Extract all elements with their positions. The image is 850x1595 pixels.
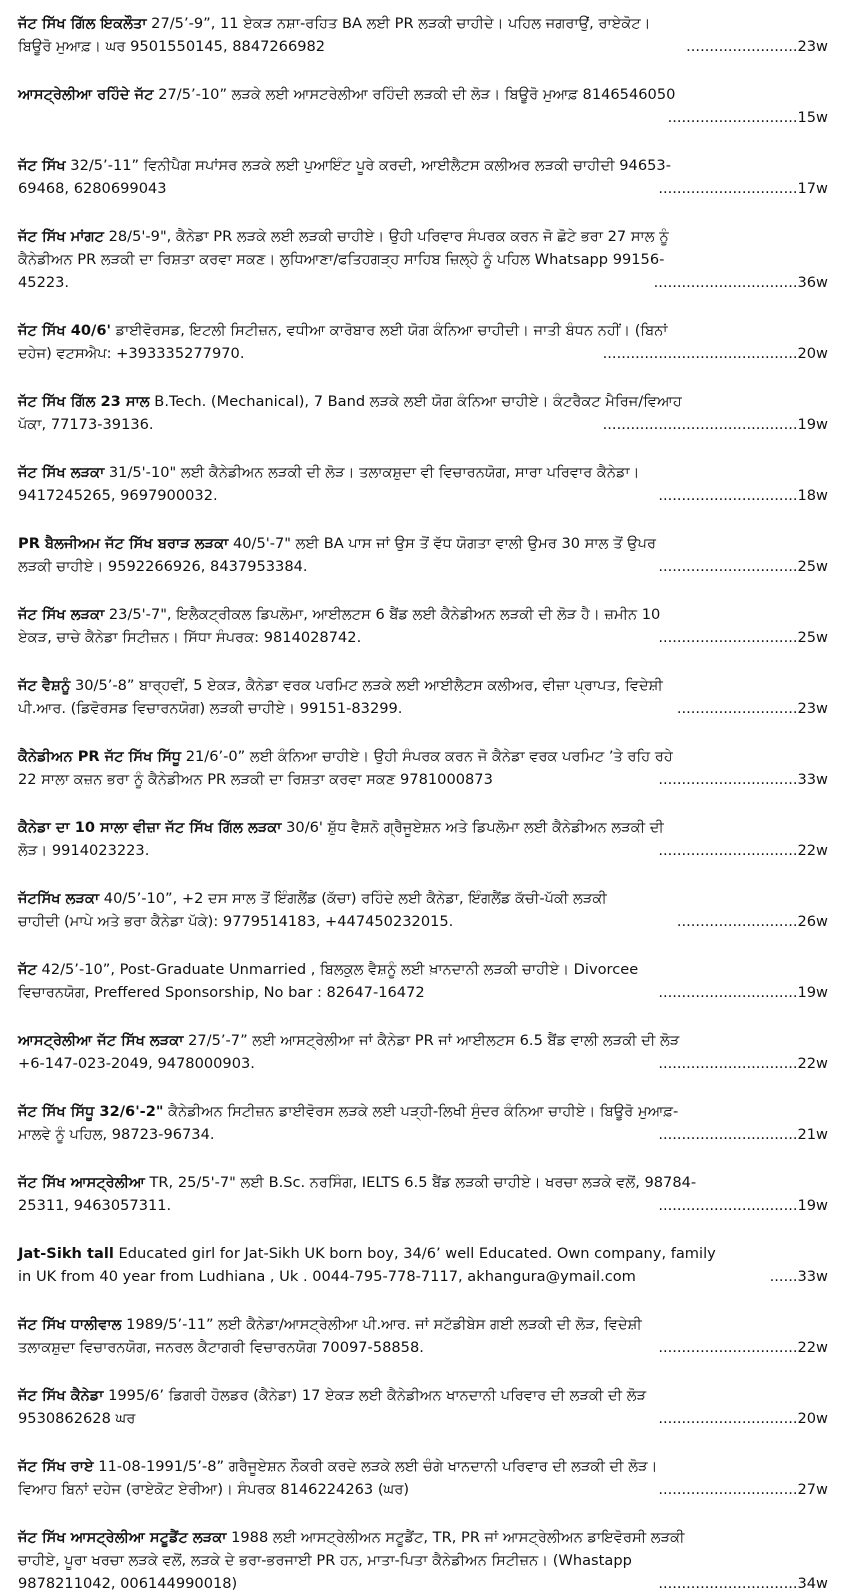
ad-heading: ਆਸਟ੍ਰੇਲੀਆ ਰਹਿੰਦੇ ਜੱਟ: [18, 86, 154, 103]
ad-line: [18, 319, 828, 342]
ad-tail: [18, 1265, 828, 1288]
ad-12: [18, 816, 828, 862]
ad-text: ਵਿਚਾਰਨਯੋਗ, Preffered Sponsorship, No bar : 82647-16472: [18, 984, 425, 1001]
ad-heading: ਜੱਟ: [18, 961, 37, 978]
ad-heading: ਜੱਟ ਸਿੱਖ ਗਿੱਲ 23 ਸਾਲ: [18, 393, 150, 410]
ad-text: Educated girl for Jat-Sikh UK born boy, 34/6’ well Educated. Own company, family: [113, 1245, 716, 1262]
ad-tail: [18, 1407, 828, 1430]
ad-text: 1988 ਲਈ ਆਸਟ੍ਰੇਲੀਅਨ ਸਟੂਡੈਂਟ, TR, PR ਜਾਂ ਆਸਟ੍ਰੇਲੀਅਨ ਡਾਇਵੋਰਸੀ ਲੜਕੀ: [226, 1529, 685, 1546]
ad-text: 28/5'-9", ਕੈਨੇਡਾ PR ਲੜਕੇ ਲਈ ਲੜਕੀ ਚਾਹੀਏ। ਉਹੀ ਪਰਿਵਾਰ ਸੰਪਰਕ ਕਰਨ ਜੋ ਛੋਟੇ ਭਰਾ 27 ਸਾਲ ਨੂੰ: [103, 228, 669, 245]
ad-text: 27/5’-7” ਲਈ ਆਸਟ੍ਰੇਲੀਆ ਜਾਂ ਕੈਨੇਡਾ PR ਜਾਂ ਆਈਲਟਸ 6.5 ਬੈਂਡ ਵਾਲੀ ਲੜਕੀ ਦੀ ਲੋੜ: [183, 1032, 680, 1049]
ad-line: [18, 816, 828, 839]
ad-code: ..........................26w: [676, 913, 828, 930]
ad-tail: [18, 484, 828, 507]
ad-text: 27/5’-10” ਲੜਕੇ ਲਈ ਆਸਟਰੇਲੀਆ ਰਹਿੰਦੀ ਲੜਕੀ ਦੀ ਲੋੜ। ਬਿਊਰੋ ਮੁਆਫ਼ 8146546050: [153, 86, 676, 103]
ad-heading: ਜੱਟ ਸਿੱਖ ਕੈਨੇਡਾ: [18, 1387, 104, 1404]
ad-code: ..........................................19w: [602, 416, 828, 433]
ad-line: [18, 390, 828, 413]
ad-heading: ਜੱਟ ਸਿੱਖ ਗਿੱਲ ਇਕਲੌਤਾ: [18, 15, 147, 32]
ad-text: 45223.: [18, 274, 70, 291]
ad-text: B.Tech. (Mechanical), 7 Band ਲੜਕੇ ਲਈ ਯੋਗ ਕੰਨਿਆ ਚਾਹੀਏ। ਕੰਟਰੈਕਟ ਮੈਰਿਜ/ਵਿਆਹ: [149, 393, 682, 410]
ad-code: ...............................36w: [653, 274, 828, 291]
ad-tail: [18, 1478, 828, 1501]
ad-line: [18, 225, 828, 248]
ad-text: ਪੀ.ਆਰ. (ਡਿਵੋਰਸਡ ਵਿਚਾਰਨਯੋਗ) ਲੜਕੀ ਚਾਹੀਏ। 99151-83299.: [18, 700, 403, 717]
ad-line: ਕੈਨੇਡੀਅਨ PR ਲੜਕੀ ਦਾ ਰਿਸ਼ਤਾ ਕਰਵਾ ਸਕਣ। ਲੁਧਿਆਣਾ/ਫਤਿਹਗੜ੍ਹ ਸਾਹਿਬ ਜ਼ਿਲ੍ਹੇ ਨੂੰ ਪਹਿਲ Whatsapp 99156-: [18, 251, 665, 268]
ad-text: 40/5'-7" ਲਈ BA ਪਾਸ ਜਾਂ ਉਸ ਤੋਂ ਵੱਧ ਯੋਗਤਾ ਵਾਲੀ ਉਮਰ 30 ਸਾਲ ਤੋਂ ਉਪਰ: [228, 535, 657, 552]
ad-text: ਲੜਕੀ ਚਾਹੀਏ। 9592266926, 8437953384.: [18, 558, 308, 575]
ad-text: 9878211042, 006144990018): [18, 1575, 238, 1592]
ad-tail: [18, 342, 828, 365]
ad-code: ..............................22w: [658, 1055, 828, 1072]
ad-tail: [18, 177, 828, 200]
ad-text: ਵਿਆਹ ਬਿਨਾਂ ਦਹੇਜ (ਰਾਏਕੋਟ ਏਰੀਆ)। ਸੰਪਰਕ 8146224263 (ਘਰ): [18, 1481, 410, 1498]
ad-9: [18, 603, 828, 649]
ad-line: [18, 674, 828, 697]
ad-text: ਕੈਨੇਡੀਅਨ ਸਿਟੀਜ਼ਨ ਡਾਈਵੋਰਸ ਲੜਕੇ ਲਈ ਪੜ੍ਹੀ-ਲਿਖੀ ਸੁੰਦਰ ਕੰਨਿਆ ਚਾਹੀਏ। ਬਿਊਰੋ ਮੁਆਫ਼-: [163, 1103, 679, 1120]
ad-21: [18, 1455, 828, 1501]
ad-code: ..........................................20w: [602, 345, 828, 362]
ad-line: [18, 1384, 828, 1407]
ad-text: ਦਹੇਜ) ਵਟਸਐਪ: +393335277970.: [18, 345, 245, 362]
ad-code: ..............................19w: [658, 1197, 828, 1214]
ad-3: [18, 154, 828, 200]
ad-6: [18, 390, 828, 436]
ad-text: 1995/6’ ਡਿਗਰੀ ਹੋਲਡਰ (ਕੈਨੇਡਾ) 17 ਏਕੜ ਲਈ ਕੈਨੇਡੀਅਨ ਖਾਨਦਾਨੀ ਪਰਿਵਾਰ ਦੀ ਲੜਕੀ ਦੀ ਲੋੜ: [103, 1387, 647, 1404]
ad-14: [18, 958, 828, 1004]
ad-4: [18, 225, 828, 294]
ad-text: 22 ਸਾਲਾ ਕਜ਼ਨ ਭਰਾ ਨੂੰ ਕੈਨੇਡੀਅਨ PR ਲੜਕੀ ਦਾ ਰਿਸ਼ਤਾ ਕਰਵਾ ਸਕਣ 9781000873: [18, 771, 493, 788]
ad-line: [18, 603, 828, 626]
ad-20: [18, 1384, 828, 1430]
ad-text: ਲੋੜ। 9914023223.: [18, 842, 150, 859]
ad-code: ..............................27w: [658, 1481, 828, 1498]
ad-1: [18, 12, 828, 58]
ad-line: [18, 1171, 828, 1194]
ad-heading: ਜੱਟ ਸਿੱਖ 40/6': [18, 322, 111, 339]
ad-heading: ਜੱਟ ਸਿੱਖ ਮਾਂਗਟ: [18, 228, 104, 245]
ad-text: TR, 25/5'-7" ਲਈ B.Sc. ਨਰਸਿੰਗ, IELTS 6.5 ਬੈਂਡ ਲੜਕੀ ਚਾਹੀਏ। ਖਰਚਾ ਲੜਕੇ ਵਲੋਂ, 98784-: [144, 1174, 697, 1191]
ad-text: 69468, 6280699043: [18, 180, 167, 197]
ad-code: ..............................17w: [658, 180, 828, 197]
ad-line: [18, 745, 828, 768]
ad-16: [18, 1100, 828, 1146]
ad-tail: [18, 35, 828, 58]
ad-heading: ਜੱਟਸਿੱਖ ਲੜਕਾ: [18, 890, 100, 907]
ad-code: ..............................34w: [658, 1575, 828, 1592]
ad-13: [18, 887, 828, 933]
ad-line: [18, 887, 828, 910]
ad-tail: [18, 839, 828, 862]
ad-heading: ਜੱਟ ਸਿੱਖ ਆਸਟ੍ਰੇਲੀਆ ਸਟੂਡੈਂਟ ਲੜਕਾ: [18, 1529, 227, 1546]
ad-line: [18, 532, 828, 555]
ad-text: ਡਾਈਵੋਰਸਡ, ਇਟਲੀ ਸਿਟੀਜ਼ਨ, ਵਧੀਆ ਕਾਰੋਬਾਰ ਲਈ ਯੋਗ ਕੰਨਿਆ ਚਾਹੀਦੀ। ਜਾਤੀ ਬੰਧਨ ਨਹੀਂ। (ਬਿਨਾਂ: [110, 322, 668, 339]
ad-text: 9417245265, 9697900032.: [18, 487, 218, 504]
ad-heading: ਆਸਟ੍ਰੇਲੀਆ ਜੱਟ ਸਿੱਖ ਲੜਕਾ: [18, 1032, 184, 1049]
ad-heading: ਜੱਟ ਸਿੱਖ ਲੜਕਾ: [18, 464, 105, 481]
ad-code: ............................15w: [667, 109, 828, 126]
ad-line: [18, 1313, 828, 1336]
ad-tail: [18, 697, 828, 720]
ad-19: [18, 1313, 828, 1359]
ad-text: 32/5’-11” ਵਿਨੀਪੈਗ ਸਪਾਂਸਰ ਲੜਕੇ ਲਈ ਪੁਆਇੰਟ ਪੂਰੇ ਕਰਦੀ, ਆਈਲੈਟਸ ਕਲੀਅਰ ਲੜਕੀ ਚਾਹੀਦੀ 94653-: [65, 157, 671, 174]
ad-text: 30/5’-8” ਬਾਰ੍ਹਵੀਂ, 5 ਏਕੜ, ਕੈਨੇਡਾ ਵਰਕ ਪਰਮਿਟ ਲੜਕੇ ਲਈ ਆਈਲੈਟਸ ਕਲੀਅਰ, ਵੀਜ਼ਾ ਪ੍ਰਾਪਤ, ਵਿਦੇਸ਼ੀ: [70, 677, 663, 694]
ad-heading: ਜੱਟ ਵੈਸ਼ਨੂੰ: [18, 677, 71, 694]
ad-tail: [18, 981, 828, 1004]
ad-tail: [18, 271, 828, 294]
ad-tail: [18, 106, 828, 129]
ad-code: ..............................22w: [658, 1339, 828, 1356]
ad-line: [18, 12, 828, 35]
ad-heading: ਜੱਟ ਸਿੱਖ ਧਾਲੀਵਾਲ: [18, 1316, 122, 1333]
ad-text: 42/5’-10”, Post-Graduate Unmarried , ਬਿਲਕੁਲ ਵੈਸ਼ਨੂੰ ਲਈ ਖ਼ਾਨਦਾਨੀ ਲੜਕੀ ਚਾਹੀਏ। Divorcee: [36, 961, 639, 978]
ad-text: ਤਲਾਕਸ਼ੁਦਾ ਵਿਚਾਰਨਯੋਗ, ਜਨਰਲ ਕੈਟਾਗਰੀ ਵਿਚਾਰਨਯੋਗ 70097-58858.: [18, 1339, 424, 1356]
ad-line: [18, 1100, 828, 1123]
ad-tail: [18, 1336, 828, 1359]
ad-15: [18, 1029, 828, 1075]
ad-text: 11-08-1991/5’-8” ਗਰੈਜੂਏਸ਼ਨ ਨੌਕਰੀ ਕਰਦੇ ਲੜਕੇ ਲਈ ਚੰਗੇ ਖਾਨਦਾਨੀ ਪਰਿਵਾਰ ਦੀ ਲੜਕੀ ਦੀ ਲੋੜ।: [93, 1458, 658, 1475]
ad-heading: ਜੱਟ ਸਿੱਖ ਲੜਕਾ: [18, 606, 105, 623]
ad-line: ਚਾਹੀਏ, ਪੂਰਾ ਖਰਚਾ ਲੜਕੇ ਵਲੋਂ, ਲੜਕੇ ਦੇ ਭਰਾ-ਭਰਜਾਈ PR ਹਨ, ਮਾਤਾ-ਪਿਤਾ ਕੈਨੇਡੀਅਨ ਸਿਟੀਜ਼ਨ। (Whastapp: [18, 1552, 632, 1569]
ad-heading: PR ਬੈਲਜੀਅਮ ਜੱਟ ਸਿੱਖ ਬਰਾੜ ਲੜਕਾ: [18, 535, 229, 552]
ad-heading: ਜੱਟ ਸਿੱਖ ਆਸਟ੍ਰੇਲੀਆ: [18, 1174, 145, 1191]
ad-text: ਏਕੜ, ਚਾਚੇ ਕੈਨੇਡਾ ਸਿਟੀਜ਼ਨ। ਸਿੱਧਾ ਸੰਪਰਕ: 9814028742.: [18, 629, 362, 646]
ad-text: +6-147-023-2049, 9478000903.: [18, 1055, 255, 1072]
ad-text: ਮਾਲਵੇ ਨੂੰ ਪਹਿਲ, 98723-96734.: [18, 1126, 215, 1143]
ad-line: [18, 154, 828, 177]
ad-code: ..............................19w: [658, 984, 828, 1001]
ad-heading: Jat-Sikh tall: [18, 1245, 114, 1262]
ad-tail: [18, 910, 828, 933]
ad-line: [18, 461, 828, 484]
ad-code: ......33w: [769, 1268, 828, 1285]
ad-text: ਬਿਊਰੋ ਮੁਆਫ਼। ਘਰ 9501550145, 8847266982: [18, 38, 326, 55]
ad-line: [18, 1526, 828, 1549]
ad-tail: [18, 1123, 828, 1146]
ad-tail: [18, 555, 828, 578]
ad-heading: ਜੱਟ ਸਿੱਖ ਸਿੱਧੂ 32/6'-2": [18, 1103, 164, 1120]
ad-tail: [18, 768, 828, 791]
ad-code: ..............................20w: [658, 1410, 828, 1427]
ad-5: [18, 319, 828, 365]
ad-code: ..........................23w: [676, 700, 828, 717]
ad-text: 23/5'-7", ਇਲੈਕਟ੍ਰੀਕਲ ਡਿਪਲੋਮਾ, ਆਈਲਟਸ 6 ਬੈਂਡ ਲਈ ਕੈਨੇਡੀਅਨ ਲੜਕੀ ਦੀ ਲੋੜ ਹੈ। ਜ਼ਮੀਨ 10: [104, 606, 661, 623]
ad-text: 40/5’-10”, +2 ਦਸ ਸਾਲ ਤੋਂ ਇੰਗਲੈਂਡ (ਕੱਚਾ) ਰਹਿੰਦੇ ਲਈ ਕੈਨੇਡਾ, ਇੰਗਲੈਂਡ ਕੱਚੀ-ਪੱਕੀ ਲੜਕੀ: [99, 890, 607, 907]
ad-text: 1989/5’-11” ਲਈ ਕੈਨੇਡਾ/ਆਸਟ੍ਰੇਲੀਆ ਪੀ.ਆਰ. ਜਾਂ ਸਟੱਡੀਬੇਸ ਗਈ ਲੜਕੀ ਦੀ ਲੋੜ, ਵਿਦੇਸ਼ੀ: [121, 1316, 642, 1333]
ad-tail: [18, 413, 828, 436]
ad-code: ..............................22w: [658, 842, 828, 859]
ad-tail: [18, 626, 828, 649]
ad-text: 27/5’-9”, 11 ਏਕੜ ਨਸ਼ਾ-ਰਹਿਤ BA ਲਈ PR ਲੜਕੀ ਚਾਹੀਦੇ। ਪਹਿਲ ਜਗਰਾਉਂ, ਰਾਏਕੋਟ।: [146, 15, 651, 32]
ad-code: ..............................25w: [658, 558, 828, 575]
ad-text: 25311, 9463057311.: [18, 1197, 172, 1214]
ad-text: 31/5'-10" ਲਈ ਕੈਨੇਡੀਅਨ ਲੜਕੀ ਦੀ ਲੋੜ। ਤਲਾਕਸ਼ੁਦਾ ਵੀ ਵਿਚਾਰਨਯੋਗ, ਸਾਰਾ ਪਰਿਵਾਰ ਕੈਨੇਡਾ।: [104, 464, 640, 481]
ad-line: [18, 958, 828, 981]
ad-text: ਚਾਹੀਦੀ (ਮਾਪੇ ਅਤੇ ਭਰਾ ਕੈਨੇਡਾ ਪੱਕੇ): 9779514183, +447450232015.: [18, 913, 454, 930]
ad-code: ........................23w: [686, 38, 828, 55]
ad-7: [18, 461, 828, 507]
ad-8: [18, 532, 828, 578]
ad-text: in UK from 40 year from Ludhiana , Uk . 0044-795-778-7117, akhangura@ymail.com: [18, 1268, 636, 1285]
ad-heading: ਕੈਨੇਡੀਅਨ PR ਜੱਟ ਸਿੱਖ ਸਿੱਧੂ: [18, 748, 182, 765]
ad-tail: [18, 1052, 828, 1075]
ad-line: [18, 1242, 828, 1265]
ad-heading: ਜੱਟ ਸਿੱਖ ਰਾਏ: [18, 1458, 94, 1475]
ad-22: [18, 1526, 828, 1595]
ad-heading: ਕੈਨੇਡਾ ਦਾ 10 ਸਾਲਾ ਵੀਜ਼ਾ ਜੱਟ ਸਿੱਖ ਗਿੱਲ ਲੜਕਾ: [18, 819, 282, 836]
ad-text: ਪੱਕਾ, 77173-39136.: [18, 416, 154, 433]
ad-text: 30/6' ਸ਼ੁੱਧ ਵੈਸ਼ਨੋ ਗ੍ਰੈਜੂਏਸ਼ਨ ਅਤੇ ਡਿਪਲੋਮਾ ਲਈ ਕੈਨੇਡੀਅਨ ਲੜਕੀ ਦੀ: [281, 819, 664, 836]
ad-text: 21/6’-0” ਲਈ ਕੰਨਿਆ ਚਾਹੀਏ। ਉਹੀ ਸੰਪਰਕ ਕਰਨ ਜੋ ਕੈਨੇਡਾ ਵਰਕ ਪਰਮਿਟ ’ਤੇ ਰਹਿ ਰਹੇ: [181, 748, 673, 765]
ad-text: 9530862628 ਘਰ: [18, 1410, 136, 1427]
ad-line: [18, 1029, 828, 1052]
ad-tail: [18, 1194, 828, 1217]
ad-code: ..............................33w: [658, 771, 828, 788]
ad-10: [18, 674, 828, 720]
ad-tail: [18, 1572, 828, 1595]
ad-code: ..............................18w: [658, 487, 828, 504]
ad-heading: ਜੱਟ ਸਿੱਖ: [18, 157, 66, 174]
ad-line: [18, 1455, 828, 1478]
ad-2: [18, 83, 828, 129]
ad-code: ..............................21w: [658, 1126, 828, 1143]
ad-code: ..............................25w: [658, 629, 828, 646]
ad-17: [18, 1171, 828, 1217]
ad-line: [18, 83, 828, 106]
ad-11: [18, 745, 828, 791]
ad-18: [18, 1242, 828, 1288]
